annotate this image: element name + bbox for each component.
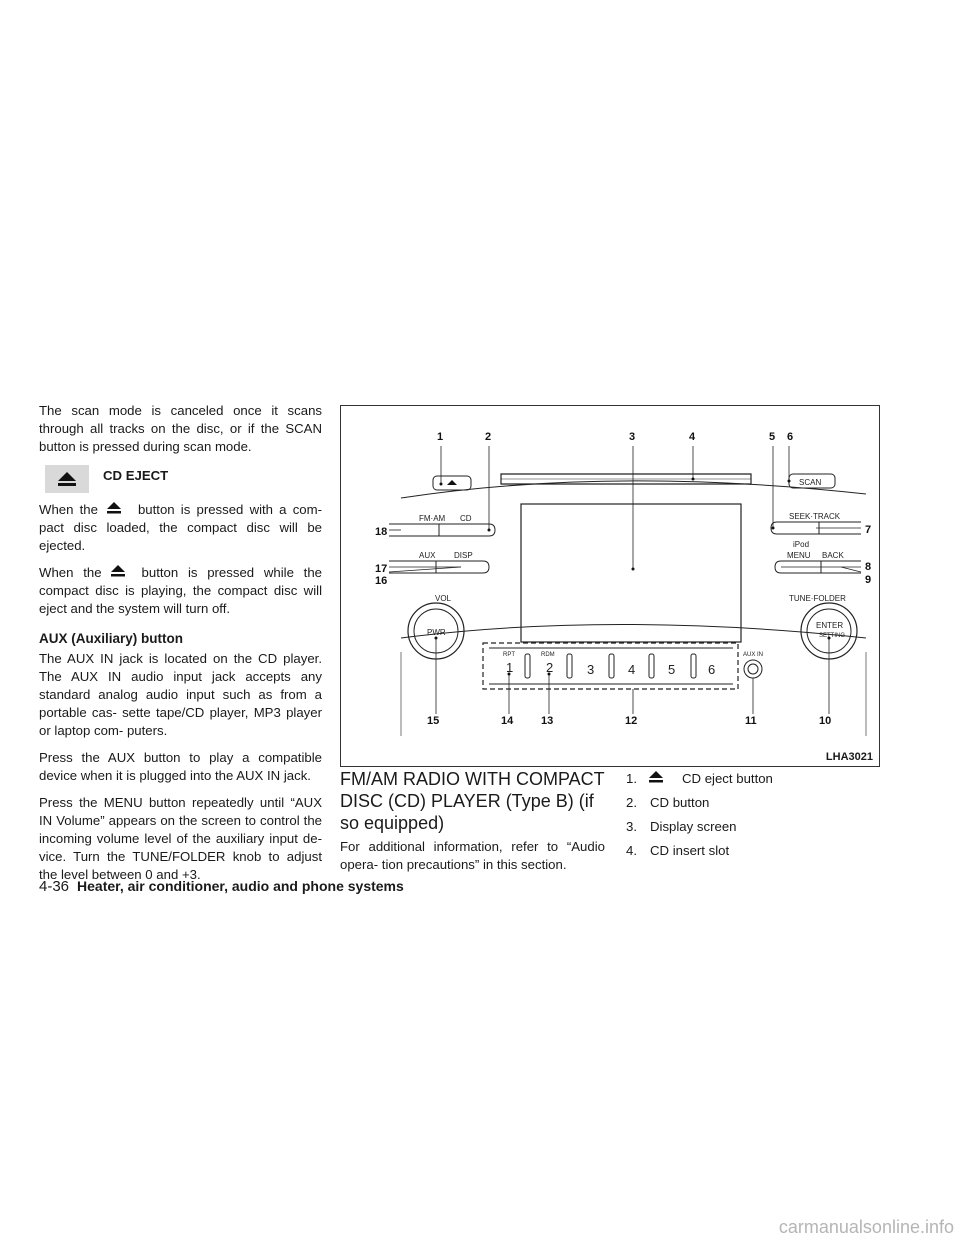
eject-icon <box>648 770 672 782</box>
left-column <box>39 402 322 893</box>
eject-paragraph-2: When the button is pressed while the compact disc is playing, the compact disc will eject and the system will turn off. <box>39 565 322 616</box>
callout-15: 15 <box>427 715 440 727</box>
callout-5: 5 <box>769 431 776 443</box>
setting-label: SETTING <box>819 633 846 639</box>
page-footer <box>39 878 404 895</box>
callout-18: 18 <box>375 526 388 538</box>
enter-label: ENTER <box>816 621 844 630</box>
rpt-label: RPT <box>503 652 515 658</box>
preset-6: 6 <box>708 662 716 677</box>
callout-17: 17 <box>375 563 388 575</box>
section-intro: For additional information, refer to “Audio opera- tion precautions” in this section. <box>340 839 605 872</box>
callout-6: 6 <box>787 431 794 443</box>
ipod-label: iPod <box>793 540 810 549</box>
callout-3: 3 <box>629 431 636 443</box>
figure-code: LHA3021 <box>825 751 873 763</box>
page-number: 4-36 <box>39 878 70 895</box>
footer-section-title: Heater, air conditioner, audio and phone systems <box>77 878 404 894</box>
radio-diagram-drawing <box>341 406 879 766</box>
aux-paragraph-1: The AUX IN jack is located on the CD player. The AUX IN audio input jack accepts any standard analog audio input such as from a portable cas- sette tape/CD player, MP3 player or laptop com- puters. <box>39 651 322 738</box>
tune-folder-label: TUNE·FOLDER <box>789 594 846 603</box>
eject-paragraph-1: When the button is pressed with a com- pact disc loaded, the compact disc will be ejected. <box>39 502 322 553</box>
seek-track-label: SEEK·TRACK <box>789 512 841 521</box>
callout-10: 10 <box>819 715 832 727</box>
rdm-label: RDM <box>541 652 555 658</box>
scan-label: SCAN <box>799 478 822 487</box>
callout-8: 8 <box>865 561 872 573</box>
legend-item: 4. CD insert slot <box>626 843 730 858</box>
watermark: carmanualsonline.info <box>778 1217 954 1237</box>
section-heading: FM/AM RADIO WITH COMPACT DISC (CD) PLAYER (Type B) (if so equipped) <box>340 769 605 833</box>
eject-icon <box>110 564 134 576</box>
aux-in-label: AUX IN <box>743 652 764 658</box>
legend-item: 1. CD eject button <box>626 771 773 786</box>
callout-7: 7 <box>865 524 872 536</box>
callout-2: 2 <box>485 431 492 443</box>
vol-label: VOL <box>435 594 452 603</box>
cd-eject-heading-block <box>45 465 322 493</box>
preset-5: 5 <box>668 662 676 677</box>
disp-label: DISP <box>454 551 473 560</box>
aux-paragraph-3: Press the MENU button repeatedly until “AUX IN Volume” appears on the screen to control the incoming volume level of the auxiliary input de- vice. Turn the TUNE/FOLDER knob to adjust the level between 0 and +3. <box>39 795 322 882</box>
legend-list <box>626 770 876 866</box>
legend-item: 3. Display screen <box>626 819 737 834</box>
eject-icon <box>45 465 89 493</box>
callout-11: 11 <box>745 715 757 727</box>
eject-icon <box>106 501 130 513</box>
menu-label: MENU <box>787 551 811 560</box>
cd-eject-heading: CD EJECT <box>103 468 169 483</box>
preset-4: 4 <box>628 662 636 677</box>
scan-paragraph: The scan mode is canceled once it scans through all tracks on the disc, or if the SCAN button is pressed during scan mode. <box>39 403 322 454</box>
legend-item: 2. CD button <box>626 795 710 810</box>
aux-label: AUX <box>419 551 436 560</box>
pwr-label: PWR <box>427 628 446 637</box>
back-label: BACK <box>822 551 844 560</box>
callout-14: 14 <box>501 715 514 727</box>
callout-9: 9 <box>865 574 872 586</box>
aux-paragraph-2: Press the AUX button to play a compatible device when it is plugged into the AUX IN jack. <box>39 750 322 783</box>
preset-3: 3 <box>587 662 595 677</box>
fm-am-label: FM·AM <box>419 514 446 523</box>
preset-1: 1 <box>506 660 514 675</box>
aux-heading: AUX (Auxiliary) button <box>39 631 183 646</box>
callout-4: 4 <box>689 431 696 443</box>
callout-16: 16 <box>375 575 388 587</box>
callout-1: 1 <box>437 431 444 443</box>
radio-diagram <box>340 405 880 767</box>
cd-label: CD <box>460 514 472 523</box>
preset-2: 2 <box>546 660 554 675</box>
callout-12: 12 <box>625 715 638 727</box>
callout-13: 13 <box>541 715 554 727</box>
